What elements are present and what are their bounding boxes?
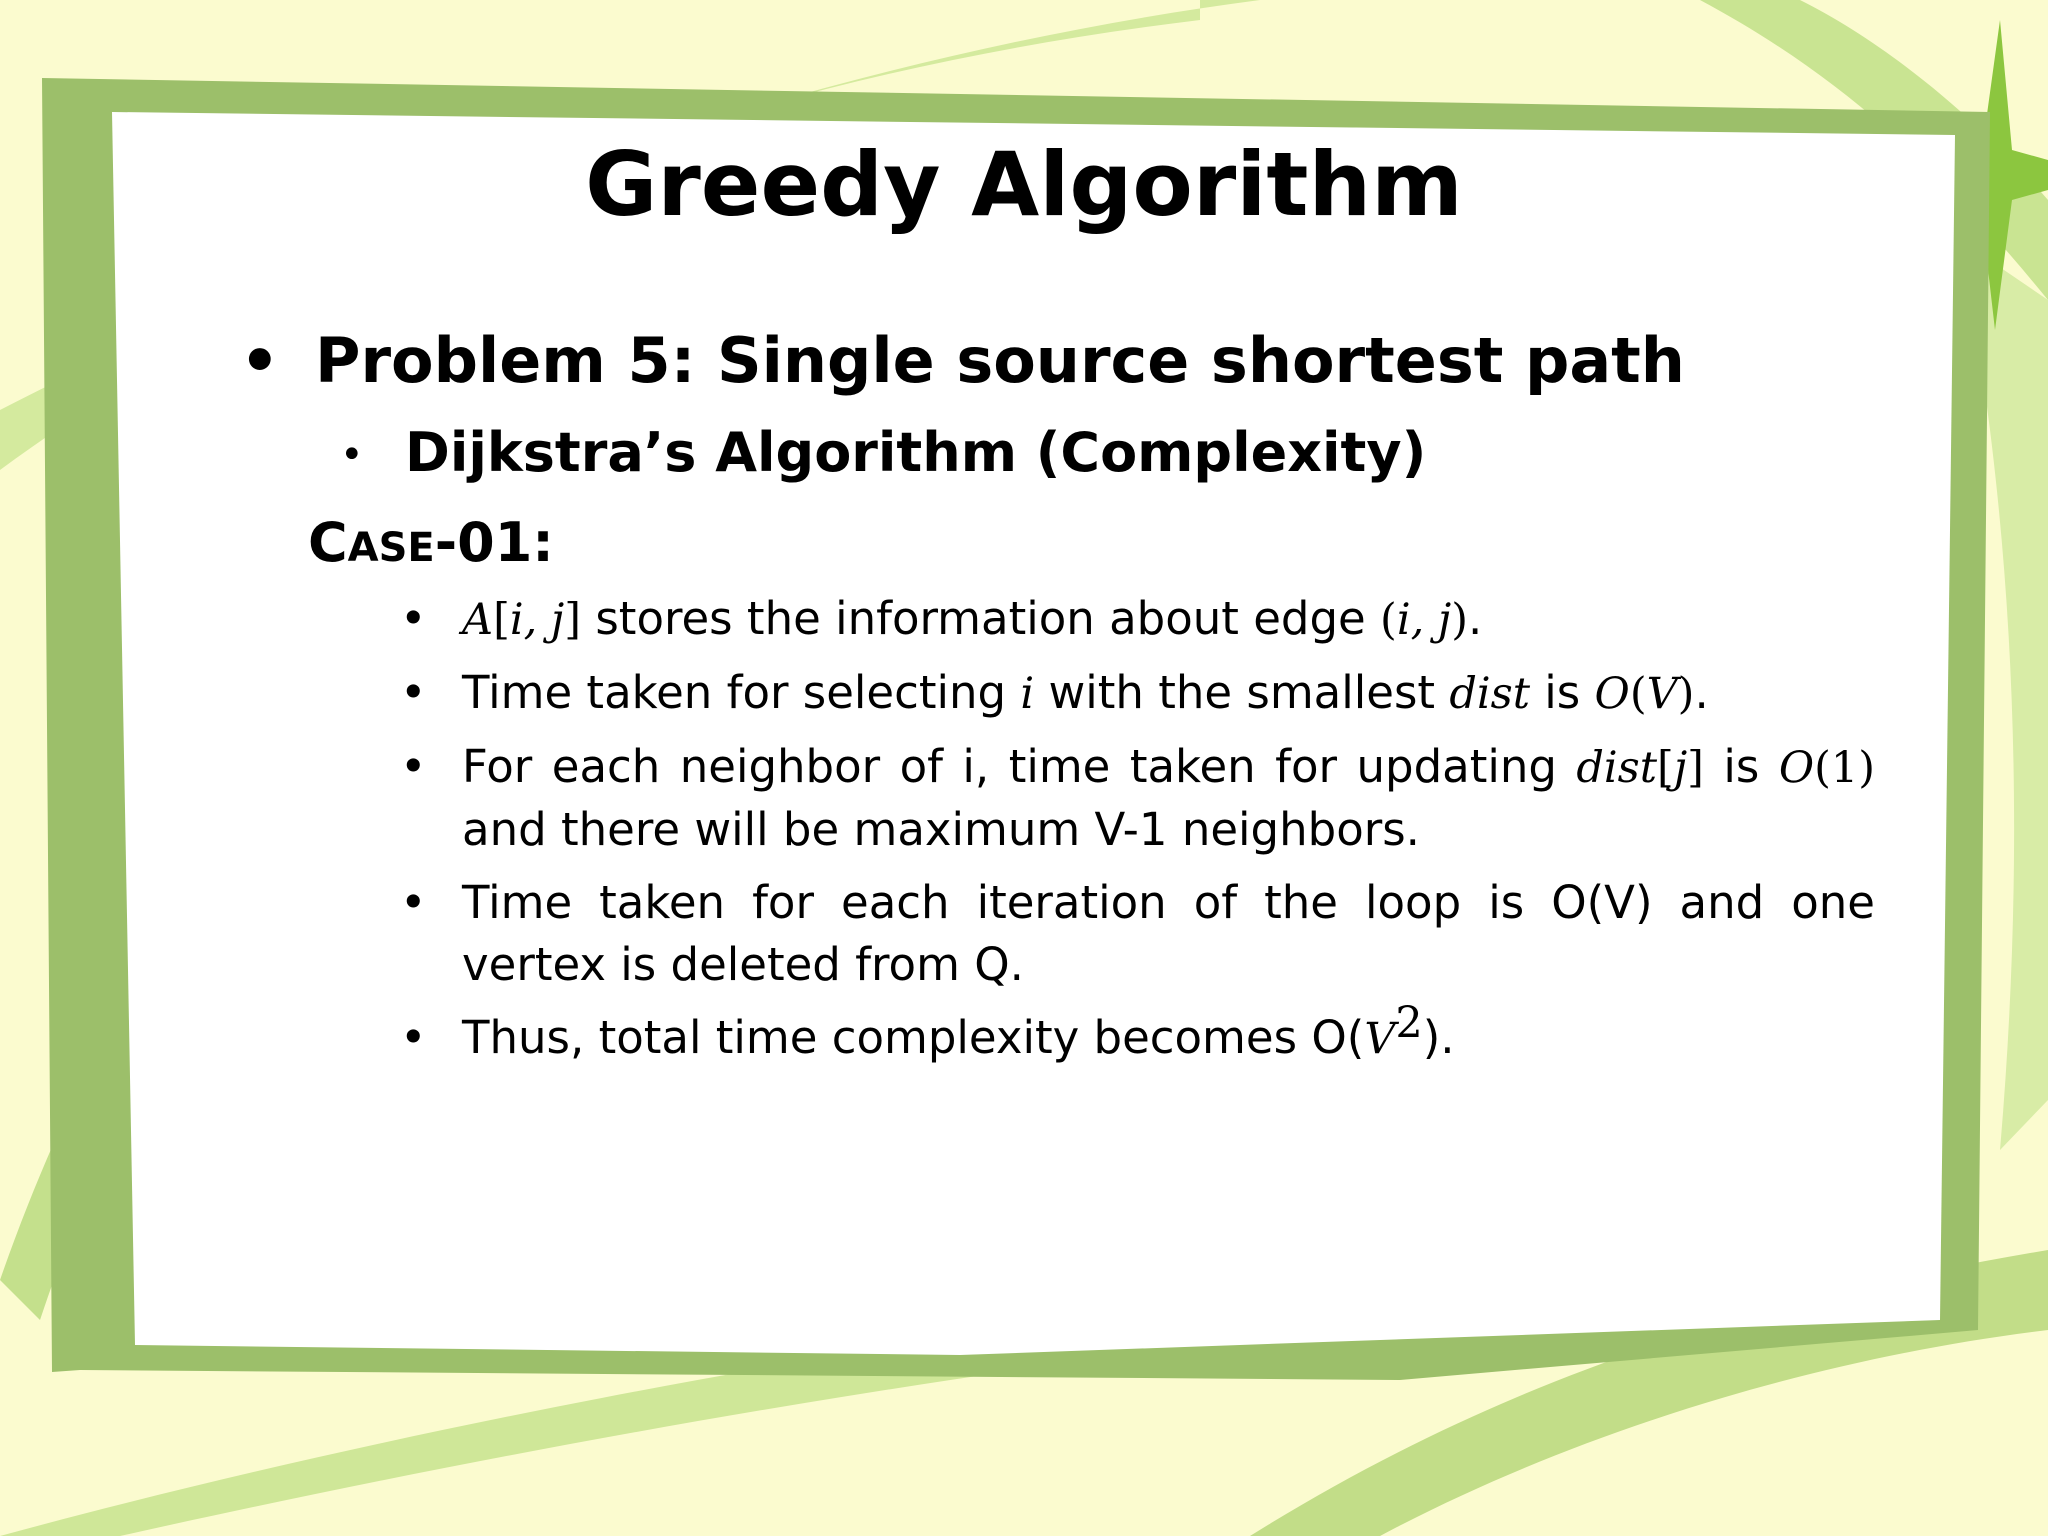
list-bullet: • (400, 740, 427, 793)
math-bracket: ] (1687, 743, 1704, 793)
math-var: O (1594, 669, 1630, 719)
item-text: and there will be maximum V-1 neighbors. (462, 803, 1420, 856)
math-var: O (1778, 743, 1815, 793)
math-var: j (1673, 743, 1688, 793)
math-arg: (1) (1814, 743, 1875, 793)
math-exponent: 2 (1395, 998, 1423, 1048)
sub-bullet-marker: • (340, 432, 364, 478)
item-text: with the smallest (1034, 666, 1450, 719)
math-bracket: [ (1657, 743, 1674, 793)
item-text: ). (1422, 1011, 1455, 1064)
math-var: dist (1576, 743, 1658, 793)
list-item (400, 872, 1875, 996)
list-bullet: • (400, 592, 427, 645)
item-text: Thus, total time complexity becomes O( (462, 1011, 1365, 1064)
list-bullet: • (400, 666, 427, 719)
math-paren: ) (1451, 595, 1469, 645)
problem-heading: Problem 5: Single source shortest path (315, 324, 1685, 397)
math-var: A (462, 595, 494, 645)
list-item (400, 662, 1875, 725)
item-text: stores the information about edge (581, 592, 1381, 645)
case-prefix-big: C (308, 511, 348, 574)
algorithm-heading: Dijkstra’s Algorithm (Complexity) (405, 421, 1427, 484)
case-prefix-small: ASE (347, 525, 435, 571)
math-bracket: [ (493, 595, 510, 645)
item-text: . (1694, 666, 1709, 719)
math-paren: ( (1629, 669, 1647, 719)
slide-title: Greedy Algorithm (585, 133, 1463, 236)
item-text: . (1468, 592, 1483, 645)
list-item (400, 588, 1875, 651)
math-edge: i, j (1396, 595, 1452, 645)
math-var: i (1020, 669, 1035, 719)
math-var: dist (1449, 669, 1530, 719)
list-bullet: • (400, 1011, 427, 1064)
item-text: is (1703, 740, 1779, 793)
math-paren: ) (1677, 669, 1695, 719)
complexity-list (400, 588, 1875, 1081)
item-text: is (1529, 666, 1595, 719)
math-paren: ( (1380, 595, 1397, 645)
bullet-marker: • (240, 324, 280, 397)
case-suffix: -01: (434, 511, 554, 574)
case-heading (308, 508, 554, 583)
list-bullet: • (400, 876, 427, 929)
math-bracket: ] (564, 595, 582, 645)
math-var: V (1646, 669, 1678, 719)
math-var: V (1364, 1014, 1396, 1064)
item-text: For each neighbor of i, time taken for updating (462, 740, 1577, 793)
item-text: Time taken for each iteration of the loop is O(V) and one vertex is deleted from Q. (462, 876, 1875, 991)
list-item (400, 736, 1875, 861)
list-item (400, 998, 1875, 1070)
item-text: Time taken for selecting (462, 666, 1021, 719)
math-index: i, j (509, 595, 565, 645)
